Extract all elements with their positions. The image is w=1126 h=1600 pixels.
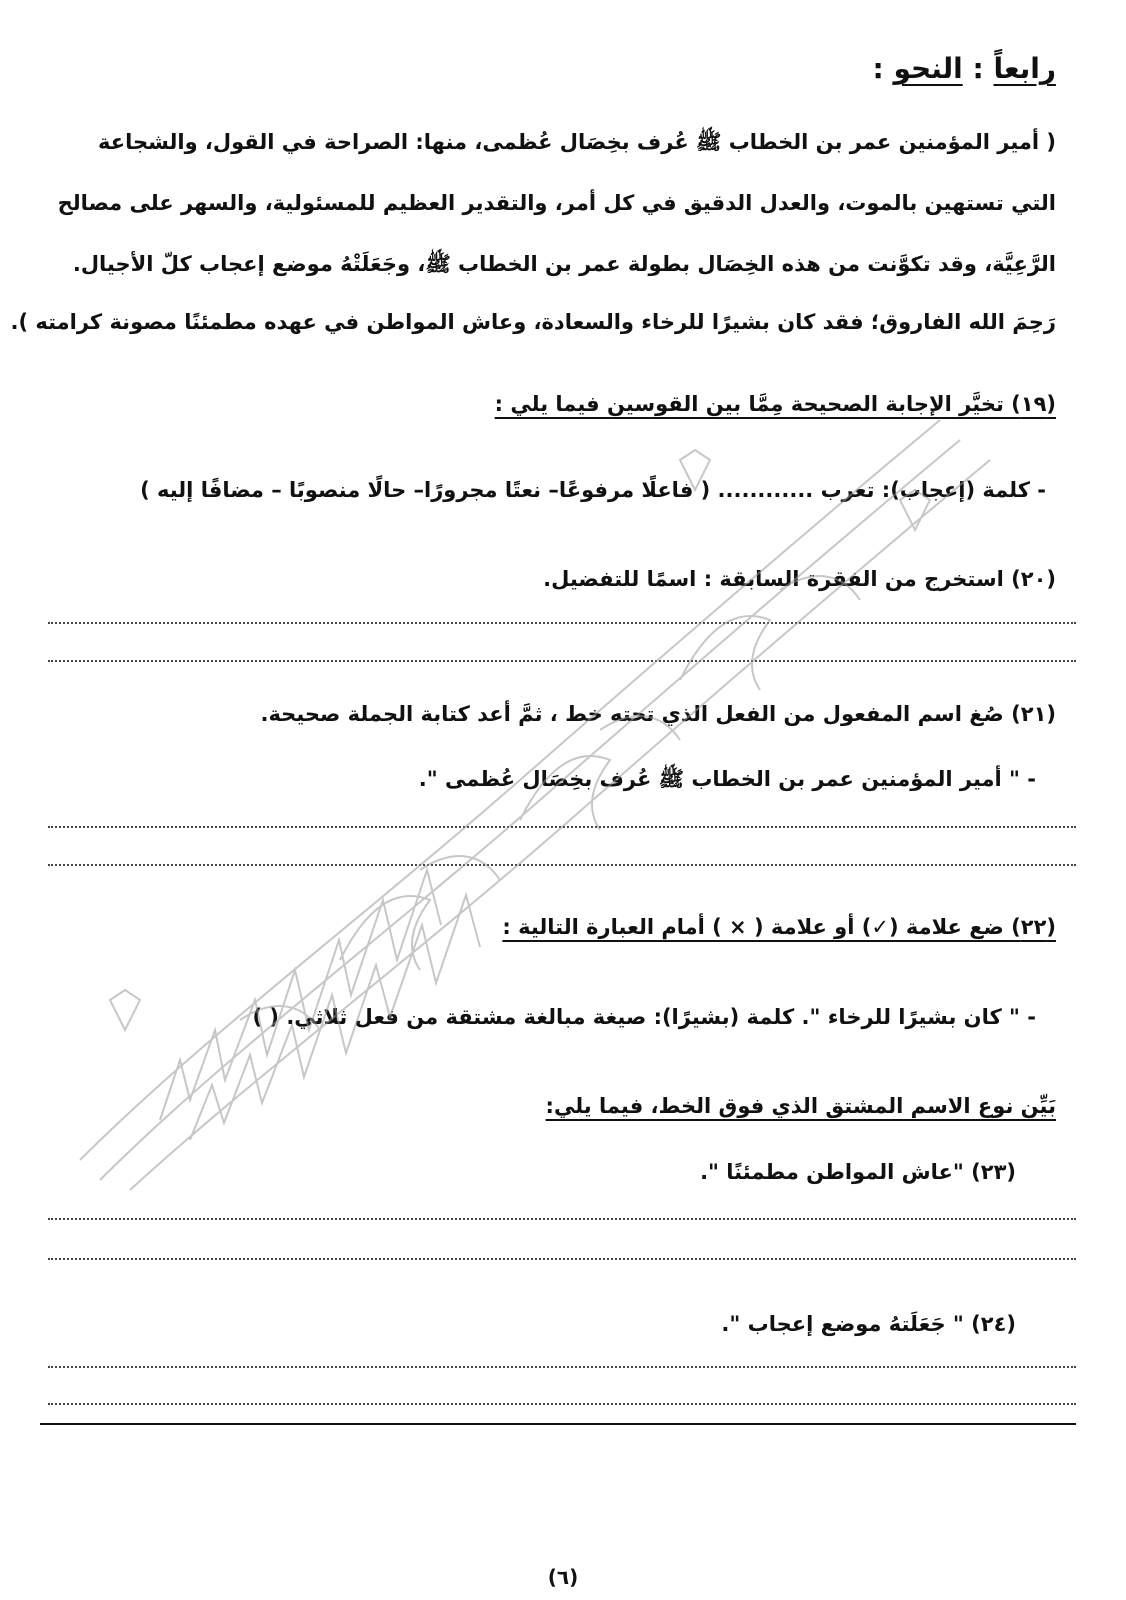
passage-line-3: الرَّعِيَّة، وقد تكوَّنت من هذه الخِصَال بطولة عمر بن الخطاب ﷺ، وجَعَلَتْهُ موضع إعجاب كلّ الأجيال. (72, 252, 1056, 276)
answer-line[interactable] (48, 1258, 1076, 1260)
q21-heading: (٢١) صُغ اسم المفعول من الفعل الذي تحته خط ، ثمَّ أعد كتابة الجملة صحيحة. (260, 702, 1056, 726)
answer-line[interactable] (48, 660, 1076, 662)
instruction-text: بَيِّن نوع الاسم المشتق الذي فوق الخط، فيما يلي: (545, 1094, 1056, 1118)
section-title-main: النحو (893, 52, 963, 85)
q20-heading: (٢٠) استخرج من الفقرة السابقة : اسمًا للتفضيل. (543, 567, 1056, 591)
watermark-calligraphy (40, 400, 1040, 1200)
q23-heading: (٢٣) "عاش المواطن مطمئنًا ". (700, 1160, 1016, 1184)
answer-line[interactable] (48, 622, 1076, 624)
passage-line-1: ( أمير المؤمنين عمر بن الخطاب ﷺ عُرف بخِصَال عُظمى، منها: الصراحة في القول، والشجاعة (98, 130, 1056, 154)
passage-line-2: التي تستهين بالموت، والعدل الدقيق في كل أمر، والتقدير العظيم للمسئولية، والسهر على مصالح (57, 191, 1056, 215)
answer-line[interactable] (48, 1403, 1076, 1405)
passage-line-4: رَحِمَ الله الفاروق؛ فقد كان بشيرًا للرخاء والسعادة، وعاش المواطن في عهده مطمئنًا مصونة كرامته ). (10, 310, 1056, 334)
section-title-sep: : (972, 52, 984, 85)
answer-line[interactable] (48, 826, 1076, 828)
instruction (44, 1094, 1056, 1118)
q19-heading-text: (١٩) تخيَّر الإجابة الصحيحة مِمَّا بين القوسين فيما يلي : (494, 392, 1056, 416)
section-title (873, 52, 1057, 85)
section-title-colon: : (872, 52, 884, 85)
q21-item: - " أمير المؤمنين عمر بن الخطاب ﷺ عُرف بخِصَال عُظمى ". (418, 767, 1036, 791)
q22-heading-text: (٢٢) ضع علامة (✓) أو علامة ( × ) أمام العبارة التالية : (502, 915, 1056, 939)
q19-heading (44, 392, 1056, 416)
answer-line[interactable] (48, 864, 1076, 866)
section-title-prefix: رابعاً (993, 52, 1056, 85)
page-number: (٦) (547, 1565, 579, 1589)
q22-heading (44, 915, 1056, 939)
answer-line[interactable] (48, 1366, 1076, 1368)
q22-item: - " كان بشيرًا للرخاء ". كلمة (بشيرًا): صيغة مبالغة مشتقة من فعل ثلاثي. ( ) (252, 1005, 1036, 1029)
q19-item: - كلمة (إعجاب): تعرب ............ ( فاعلًا مرفوعًا– نعتًا مجرورًا– حالًا منصوبًا – مضافًا إليه ) (140, 478, 1046, 502)
q24-heading: (٢٤) " جَعَلَتهُ موضع إعجاب ". (721, 1312, 1016, 1336)
answer-line[interactable] (48, 1218, 1076, 1220)
section-divider (40, 1423, 1076, 1425)
